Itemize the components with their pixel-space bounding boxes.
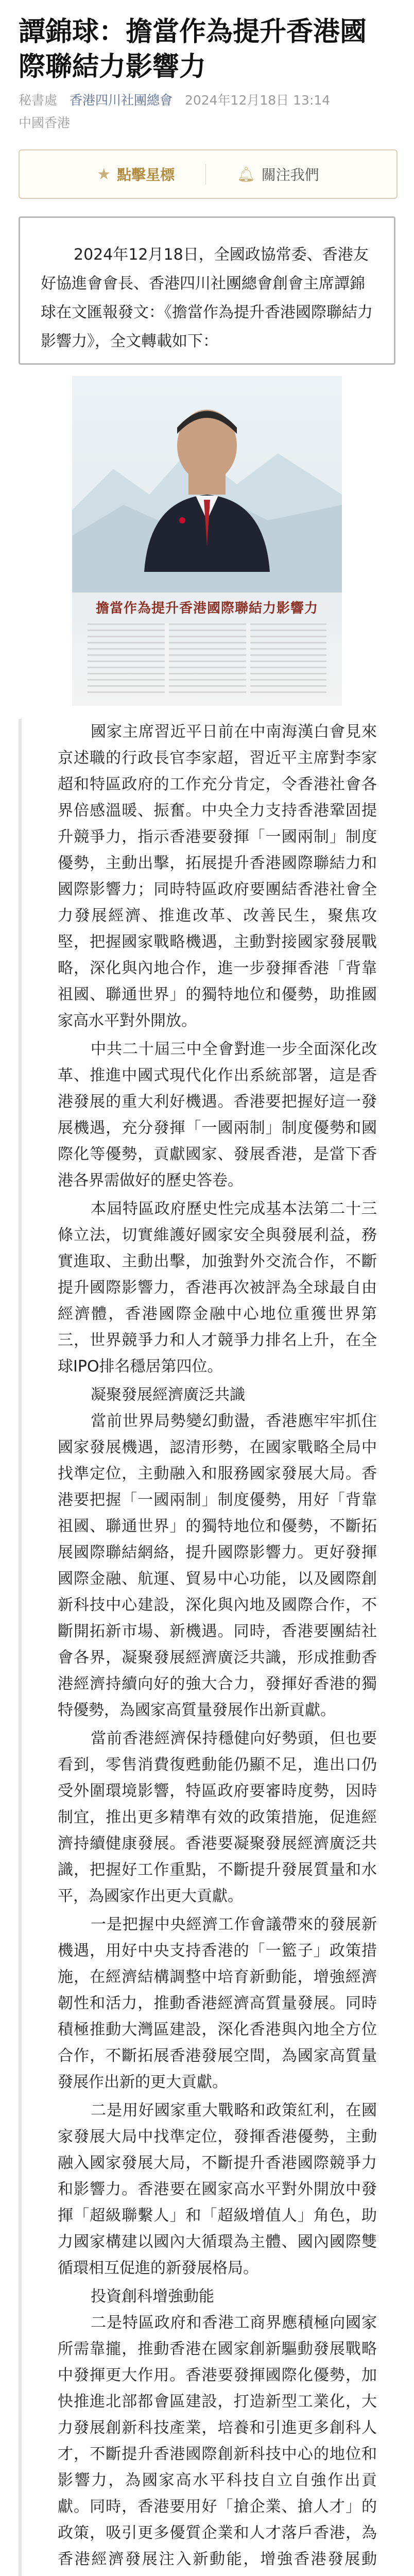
paragraph: 當前香港經濟保持穩健向好勢頭，但也要看到，零售消費復甦動能仍顯不足，進出口仍受外圍環境影響，特區政府要審時度勢，因時制宜，推出更多精準有效的政策措施，促進經濟持續健康發展。香港要凝聚發展經濟廣泛共識，把握好工作重點，不斷提升發展質量和水平，為國家作出更大貢獻。 bbox=[58, 1730, 377, 1905]
clipping-columns bbox=[88, 623, 326, 696]
star-button[interactable] bbox=[97, 164, 175, 184]
newspaper-clipping-image[interactable] bbox=[72, 376, 342, 706]
page-title: 譚錦球：擔當作為提升香港國際聯結力影響力 bbox=[19, 16, 367, 82]
paragraph: 二是特區政府和香港工商界應積極向國家所需靠攏，推動香港在國家創新驅動發展戰略中發揮更大作用。香港要發揮國際化優勢，加快推進北部都會區建設，打造新型工業化，大力發展創新科技產業，培養和引進更多創科人才，不斷提升香港國際創新科技中心的地位和影響力，為國家高水平科技自立自強作出貢獻。同時，香港要用好「搶企業、搶人才」的政策，吸引更多優質企業和人才落戶香港，為香港經濟發展注入新動能，增強香港發展動 bbox=[58, 2314, 377, 2568]
intro-box bbox=[19, 216, 395, 365]
star-label: 點擊星標 bbox=[117, 166, 175, 183]
meta-location: 中國香港 bbox=[19, 115, 71, 130]
section-heading: 凝聚發展經濟廣泛共識 bbox=[91, 1386, 245, 1404]
paragraph: 當前世界局勢變幻動盪，香港應牢牢抓住國家發展機遇，認清形勢，在國家戰略全局中找準定位，主動融入和服務國家發展大局。香港要把握「一國兩制」制度優勢，用好「背靠祖國、聯通世界」的獨特地位和優勢，不斷拓展國際聯結網絡，提升國際影響力。更好發揮國際金融、航運、貿易中心功能，以及國際創新科技中心建設，深化與內地及國際合作，不斷開拓新市場、新機遇。同時，香港要團結社會各界，凝聚發展經濟廣泛共識，形成推動香港經濟持續向好的強大合力，發揮好香港的獨特優勢，為國家高質量發展作出新貢獻。 bbox=[58, 1412, 377, 1719]
meta-tag: 秘書處 bbox=[19, 93, 58, 108]
divider bbox=[205, 164, 206, 184]
follow-label: 關注我們 bbox=[261, 166, 319, 183]
article-body bbox=[58, 719, 377, 2576]
paragraph: 二是用好國家重大戰略和政策紅利，在國家發展大局中找準定位，發揮香港優勢，主動融入國家發展大局，不斷提升香港國際競爭力和影響力。香港要在國家高水平對外開放中發揮「超級聯繫人」和「超級增值人」角色，助力國家構建以國內大循環為主體、國內國際雙循環相互促進的新發展格局。 bbox=[58, 2102, 377, 2277]
meta-datetime: 2024年12月18日 13:14 bbox=[184, 93, 331, 108]
follow-button[interactable] bbox=[237, 164, 319, 184]
star-follow-bar bbox=[19, 149, 398, 199]
star-icon: ★ bbox=[97, 165, 111, 183]
left-margin-rule bbox=[19, 719, 22, 2576]
image-caption: 擔當作為提升香港國際聯結力影響力 bbox=[95, 601, 318, 616]
section-heading: 投資創科增強動能 bbox=[91, 2287, 214, 2306]
article-meta bbox=[19, 92, 400, 109]
portrait-photo bbox=[139, 397, 275, 572]
account-link[interactable]: 香港四川社團總會 bbox=[69, 93, 173, 108]
paragraph: 一是把握中央經濟工作會議帶來的發展新機遇，用好中央支持香港的「一籃子」政策措施，在經濟結構調整中培育新動能，增強經濟韌性和活力，推動香港經濟高質量發展。同時積極推動大灣區建設，深化香港與內地全方位合作，不斷拓展香港發展空間，為國家高質量發展作出新的更大貢獻。 bbox=[58, 1916, 377, 2091]
paragraph: 中共二十屆三中全會對進一步全面深化改革、推進中國式現代化作出系統部署，這是香港發展的重大利好機遇。香港要把握好這一發展機遇，充分發揮「一國兩制」制度優勢和國際化等優勢，貢獻國家、發展香港，是當下香港各界需做好的歷史答卷。 bbox=[58, 1040, 377, 1190]
intro-text: 2024年12月18日，全國政協常委、香港友好協進會會長、香港四川社團總會創會主席譚錦球在文匯報發文：《擔當作為提升香港國際聯結力影響力》，全文轉載如下： bbox=[41, 246, 373, 350]
paragraph: 國家主席習近平日前在中南海漢白會見來京述職的行政長官李家超，習近平主席對李家超和特區政府的工作充分肯定，令香港社會各界倍感溫暖、振奮。中央全力支持香港鞏固提升競爭力，指示香港要發揮「一國兩制」制度優勢，主動出擊，拓展提升香港國際聯結力和國際影響力；同時特區政府要團結香港社會全力發展經濟、推進改革、改善民生，聚焦攻堅，把握國家戰略機遇，主動對接國家發展戰略，深化與內地合作，進一步發揮香港「背靠祖國、聯通世界」的獨特地位和優勢，助推國家高水平對外開放。 bbox=[58, 723, 377, 1030]
bell-icon: 🔔︎ bbox=[237, 165, 255, 183]
paragraph: 本屆特區政府歷史性完成基本法第二十三條立法，切實維護好國家安全與發展利益，務實進取、主動出擊，加強對外交流合作，不斷提升國際影響力，香港再次被評為全球最自由經濟體，香港國際金融中心地位重獲世界第三，世界競爭力和人才競爭力排名上升，在全球IPO排名穩居第四位。 bbox=[58, 1200, 377, 1376]
